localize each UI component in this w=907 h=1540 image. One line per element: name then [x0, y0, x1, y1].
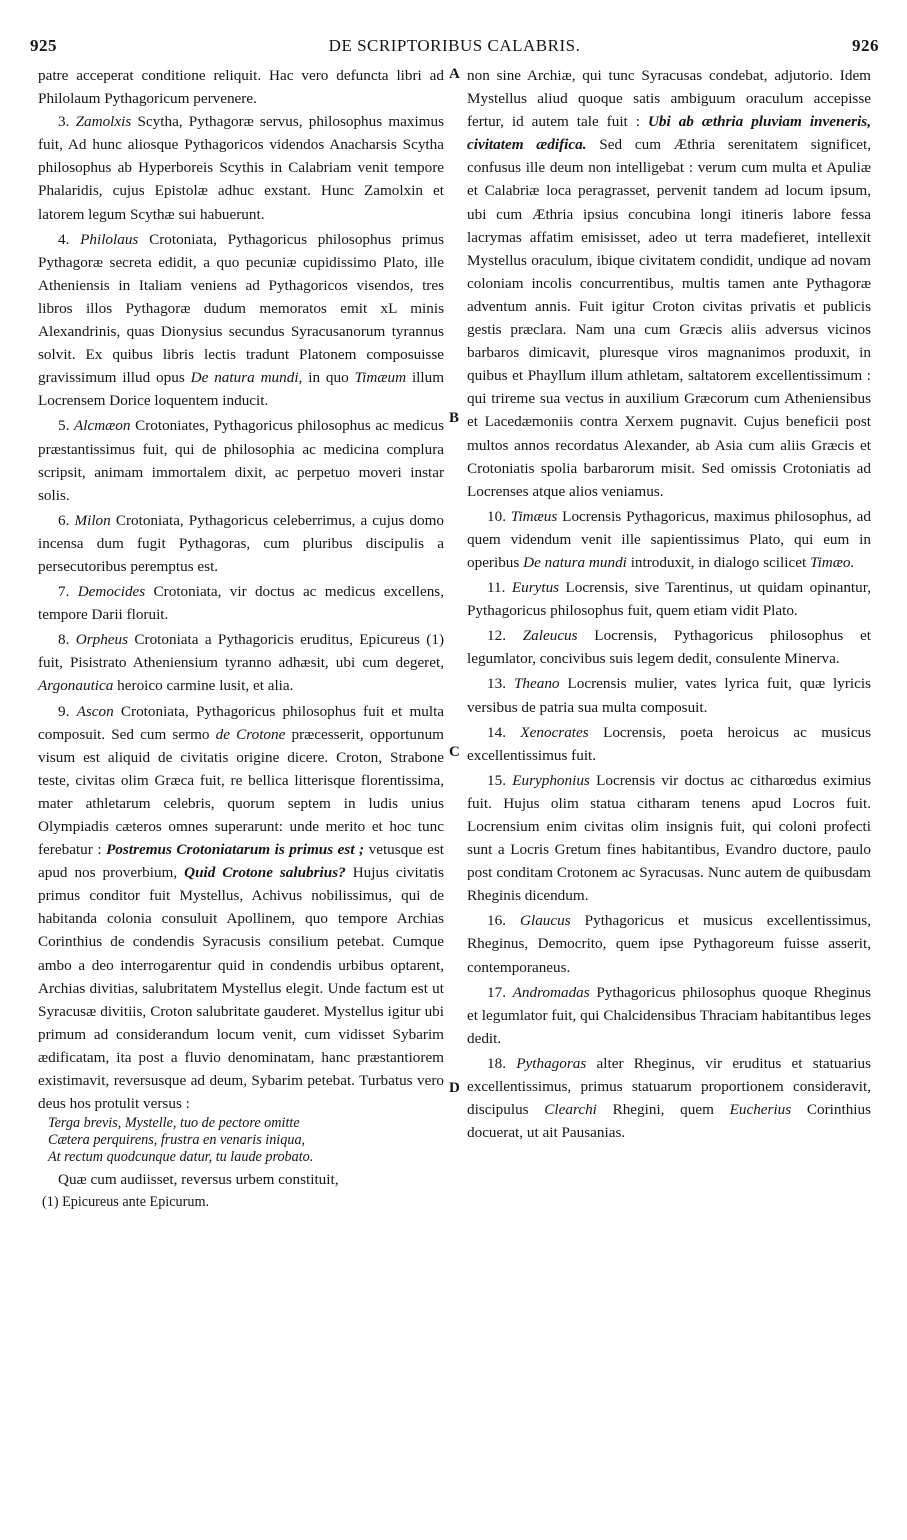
entry-name: Glaucus	[520, 912, 571, 930]
oracle-verse	[38, 1115, 444, 1166]
paragraph-continued: patre acceperat conditione reliquit. Hac vero defuncta libri ad Philolaum Pythagoricum pervenere.	[38, 67, 444, 108]
verse-line: Terga brevis, Mystelle, tuo de pectore omitte	[48, 1115, 300, 1132]
paragraph-conclusion: Quæ cum audiisset, reversus urbem constituit,	[58, 1171, 339, 1189]
margin-marker-c: C	[449, 744, 460, 760]
entry-name: Timæus	[510, 507, 558, 525]
margin-marker-a: A	[449, 66, 460, 82]
verse-line: At rectum quodcunque datur, tu laude probato.	[48, 1149, 314, 1166]
left-column	[38, 64, 444, 1214]
paragraph-continued: non sine Archiæ, qui tunc Syracusas condebat, adjutorio. Idem Mystellus aliud quoque satis ambiguum oraculum accepisse fertur, id autem tale fuit : Ubi ab æthria pluviam inveneris, civitatem ædifica. Sed cum Æthria serenitatem significet, confusus ille deum non intelligebat : verum cum multa et Apuliæ et Calabriæ loca peragrasset, pervenit tandem ad locum ipsum, ubi cum Æthria ipsius concubina longi itineris labore fessa lacrymas affatim emisisset, adeo ut terra madefieret, intellexit Mystellus oraculum, ibique civitatem condidit, undique ad novam coloniam incolis concurrentibus, multis tamen ante Pythagoræ adventum annis. Fuit igitur Croton civitas privatis et publicis gestis præclara. Nam una cum Græcis aliis adversus vicinos barbaros dimicavit, pluresque viros magnanimos produxit, in quibus et Phayllum illum athletam, saltatorem excellentissimum : qui trireme sua vectus in auxilium Græcorum cum Atheniensibus et Lacedæmoniis contra Xerxem pugnavit. Cujus beneficii post multos annos recordatus Alexander, ab Asia cum aliis Græcis et Crotoniatis spolia barbarorum misit. Sed omissis Crotoniatis ad Locrenses atque alios veniamus.	[467, 67, 872, 500]
entry-name: Democides	[77, 583, 146, 601]
entry-name: Eurytus	[511, 579, 560, 597]
footnote: (1) Epicureus ante Epicurum.	[42, 1194, 210, 1211]
entry-timaeus: 10. Timæus Locrensis Pythagoricus, maximus philosophus, ad quem videndum venit ille sapientissimus Plato, qui eum in operibus De natura mundi introduxit, in dialogo scilicet Timæo.	[467, 507, 872, 571]
entry-name: Orpheus	[75, 631, 129, 649]
right-page-number: 926	[852, 36, 879, 55]
verse-line: Cætera perquirens, frustra en venaris iniqua,	[48, 1132, 306, 1149]
entry-glaucus: 16. Glaucus Pythagoricus et musicus excellentissimus, Rheginus, Democrito, quem ipse Pythagoreum fuisse asserit, contemporaneus.	[467, 912, 871, 976]
page-title: DE SCRIPTORIBUS CALABRIS.	[328, 36, 581, 55]
margin-marker-b: B	[449, 410, 460, 426]
entry-name: Ascon	[76, 702, 114, 720]
entry-name: Milon	[74, 511, 111, 529]
entry-philolaus: 4. Philolaus Crotoniata, Pythagoricus philosophus primus Pythagoræ secreta edidit, a quo pecuniæ cupidissimo Plato, ille Atheniensis in Italiam veniens ad Pythagoricos visendos, tres libros illos Pythagoræ dudum memoratos emit xL minis Alexandrinis, quas Dionysius secundus Syracusanorum tyrannus solvit. Ex quibus libris lectis tradunt Platonem composuisse gravissimum illud opus De natura mundi, in quo Timæum illum Locrensem Dorice loquentem inducit.	[38, 230, 445, 410]
entry-eurytus: 11. Eurytus Locrensis, sive Tarentinus, ut quidam opinantur, Pythagoricus philosophus fuit, quem etiam vidit Plato.	[467, 579, 871, 620]
entry-ascon: 9. Ascon Crotoniata, Pythagoricus philosophus fuit et multa composuit. Sed cum sermo de Crotone præcesserit, opportunum visum est aliquid de civitatis origine dicere. Croton, Strabone teste, civitas olim Græca fuit, re bellica litterisque florentissima, mater athletarum celebris, quorum septem in ludis unius Olympiadis cæteros omnes superarunt: unde merito et hoc tunc ferebatur : Postremus Crotoniatarum is primus est ; vetusque est apud nos proverbium, Quid Crotone salubrius? Hujus civitatis primus conditor fuit Mystellus, Achivus nobilissimus, qui de habitanda colonia consuluit Apollinem, quo tempore Archias Corinthius de condendis Syracusis consilium petebat. Cumque ambo a deo interrogarentur quid in condendis urbibus optarent, Archias divitias, salubritatem Mystellus elegit. Unde factum est ut Syracusæ divitiis, Croton salubritate gauderet. Mystellus igitur ubi primum ad considerandum locum venit, cum vidisset Sybarim ædificatam, ita post a fluvio denominatam, hanc præstantiorem existimavit, reversusque ad deum, Sybarim petebat. Turbatus vero deus hos protulit versus :	[38, 702, 445, 1113]
entry-orpheus: 8. Orpheus Crotoniata a Pythagoricis eruditus, Epicureus (1) fuit, Pisistrato Atheniensium tyranno adhæsit, ubi cum degeret, Argonautica heroico carmine lusit, et alia.	[38, 631, 445, 695]
entry-xenocrates: 14. Xenocrates Locrensis, poeta heroicus ac musicus excellentissimus fuit.	[467, 723, 871, 764]
entry-euryphonius: 15. Euryphonius Locrensis vir doctus ac citharœdus eximius fuit. Hujus olim statua citharam tenens apud Locros fuit. Locrensium enim civitas olim insignis fuit, qui coloni profecti sunt a Locris Gretum fines habitantibus, Evandro ductore, paulo post conditam Crotonem ac Syracusas. Nunc autem de quibusdam Rheginis dicendum.	[467, 771, 872, 905]
margin-marker-d: D	[449, 1080, 460, 1096]
entry-name: Alcmæon	[73, 417, 131, 435]
entry-name: Zaleucus	[522, 627, 578, 645]
entry-andromadas: 17. Andromadas Pythagoricus philosophus quoque Rheginus et legumlator fuit, qui Chalcidensibus Thraciam habitantibus leges dedit.	[467, 983, 871, 1047]
right-column	[467, 64, 871, 1144]
entry-name: Xenocrates	[520, 723, 589, 741]
entry-name: Philolaus	[80, 230, 139, 248]
running-header	[30, 36, 879, 60]
entry-name: Zamolxis	[75, 113, 132, 131]
entry-milon: 6. Milon Crotoniata, Pythagoricus celeberrimus, a cujus domo incensa dum fugit Pythagoras, cum pluribus discipulis a persecutoribus peremptus est.	[38, 511, 445, 575]
entry-name: Pythagoras	[516, 1054, 587, 1072]
entry-theano: 13. Theano Locrensis mulier, vates lyrica fuit, quæ lyricis versibus de patria sua multa composuit.	[467, 675, 871, 716]
entry-zaleucus: 12. Zaleucus Locrensis, Pythagoricus philosophus et legumlator, concivibus suis legem dedit, consulente Minerva.	[467, 627, 872, 668]
entry-pythagoras: 18. Pythagoras alter Rheginus, vir eruditus et statuarius excellentissimus, primus statuarum proportionem consideravit, discipulus Clearchi Rhegini, quem Eucherius Corinthius docuerat, ut ait Pausanias.	[467, 1054, 872, 1142]
entry-name: Theano	[513, 675, 560, 693]
entry-name: Andromadas	[512, 983, 590, 1001]
entry-alcmaeon: 5. Alcmæon Crotoniates, Pythagoricus philosophus ac medicus præstantissimus fuit, qui de philosophia ac medicina complura scripsit, animam immortalem dixit, ac perpetuo moveri instar solis.	[38, 417, 445, 504]
entry-zamolxis: 3. Zamolxis Scytha, Pythagoræ servus, philosophus maximus fuit, Ad hunc aliosque Pythagoricos videndos Anacharsis Scytha philosophus ab Hyperboreis Scythis in Calabriam venit tempore Phalaridis, cujus Epistolæ adhuc exstant. Hunc Zamolxin et latorem legum Scythæ sui habuerunt.	[38, 113, 445, 223]
entry-name: Euryphonius	[512, 771, 590, 789]
left-page-number: 925	[30, 36, 57, 55]
entry-democides: 7. Democides Crotoniata, vir doctus ac medicus excellens, tempore Darii floruit.	[38, 583, 444, 624]
